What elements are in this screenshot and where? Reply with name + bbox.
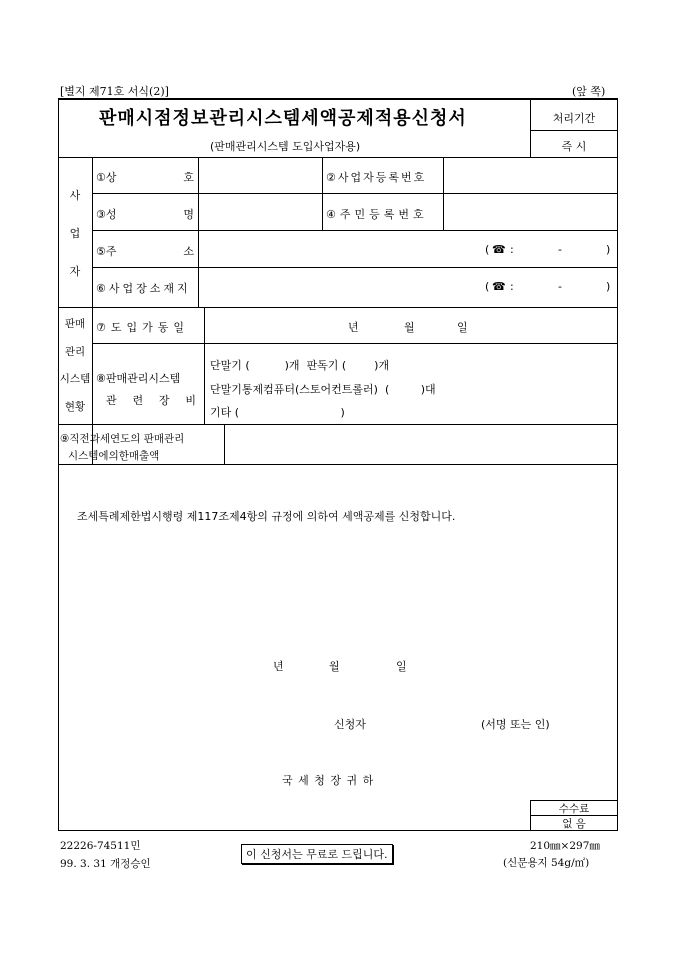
name-label: ③성 명	[96, 208, 194, 221]
sales-system-top-rule	[58, 307, 618, 308]
applicant-top-rule	[58, 157, 618, 158]
intro-date-label: ⑦도입가동일	[96, 321, 189, 334]
application-statement: 조세특례제한법시행령 제117조제4항의 규정에 의하여 세액공제를 신청합니다.	[77, 510, 456, 523]
form-code: 22226-74511민	[60, 840, 141, 852]
free-notice: 이 신청서는 무료로 드립니다.	[241, 844, 393, 864]
equipment-line-controller: 단말기통제컴퓨터(스토어컨트롤러) ( )대	[210, 383, 436, 396]
approval-date: 99. 3. 31 개정승인	[60, 858, 151, 870]
telephone-icon: ☎	[492, 243, 506, 256]
trade-name-field[interactable]	[200, 159, 320, 191]
equipment-line-terminal: 단말기 ( )개 판독기 ( )개	[210, 359, 390, 372]
biz-reg-number-field[interactable]	[445, 159, 615, 191]
frame-top	[58, 98, 618, 100]
equipment-line-other: 기타 ( )	[210, 406, 345, 419]
biz-reg-label: ②사업자등록번호	[326, 171, 427, 184]
address-phone-open: (	[485, 243, 490, 256]
group-divider	[92, 157, 93, 464]
resident-number-field[interactable]	[445, 195, 615, 229]
applicant-signature-label: 신청자	[334, 718, 366, 731]
paper-size: 210㎜×297㎜	[530, 840, 600, 852]
page-side: (앞 쪽)	[572, 85, 606, 98]
recipient: 국 세 청 장 귀 하	[282, 774, 375, 787]
equipment-label-2: 관 련 장 비	[106, 394, 196, 407]
prior-sales-label: ⑨직전과세연도의 판매관리	[60, 433, 185, 445]
signing-date-month: 월	[329, 660, 340, 673]
paper-type: (신문용지 54g/㎡)	[503, 857, 590, 869]
prior-sales-label-2: 시스템에의한매출액	[68, 450, 160, 462]
address-label: ⑤주 소	[96, 245, 194, 258]
signing-date-day: 일	[396, 660, 407, 673]
address-field[interactable]	[200, 232, 480, 266]
equipment-label: ⑧판매관리시스템	[96, 372, 181, 385]
form-title: 판매시점정보관리시스템세액공제적용신청서	[99, 108, 467, 129]
telephone-icon: ☎	[492, 280, 506, 293]
sales-system-group-label: 판매 관리 시스템 현황	[59, 318, 91, 413]
name-field[interactable]	[200, 195, 320, 229]
signature-hint: (서명 또는 인)	[481, 718, 550, 731]
workplace-label: ⑥사업장소재지	[96, 282, 191, 295]
form-number: [별지 제71호 서식(2)]	[60, 85, 169, 98]
prior-sales-field[interactable]	[226, 426, 616, 463]
form-subtitle: (판매관리시스템 도입사업자용)	[210, 140, 361, 153]
fee-label: 수수료	[558, 803, 590, 815]
signing-date-year: 년	[273, 660, 284, 673]
workplace-field[interactable]	[200, 269, 480, 305]
label-column-divider	[198, 157, 199, 307]
workplace-phone-open: (	[485, 280, 490, 293]
applicant-group-label: 사 업 자	[69, 189, 81, 278]
processing-value: 즉 시	[561, 140, 587, 153]
fee-value: 없 음	[562, 818, 586, 830]
trade-name-label: ①상 호	[96, 171, 194, 184]
resident-no-label: ④주민등록번호	[326, 208, 428, 221]
processing-rule	[530, 130, 618, 131]
processing-label: 처리기간	[552, 112, 596, 125]
